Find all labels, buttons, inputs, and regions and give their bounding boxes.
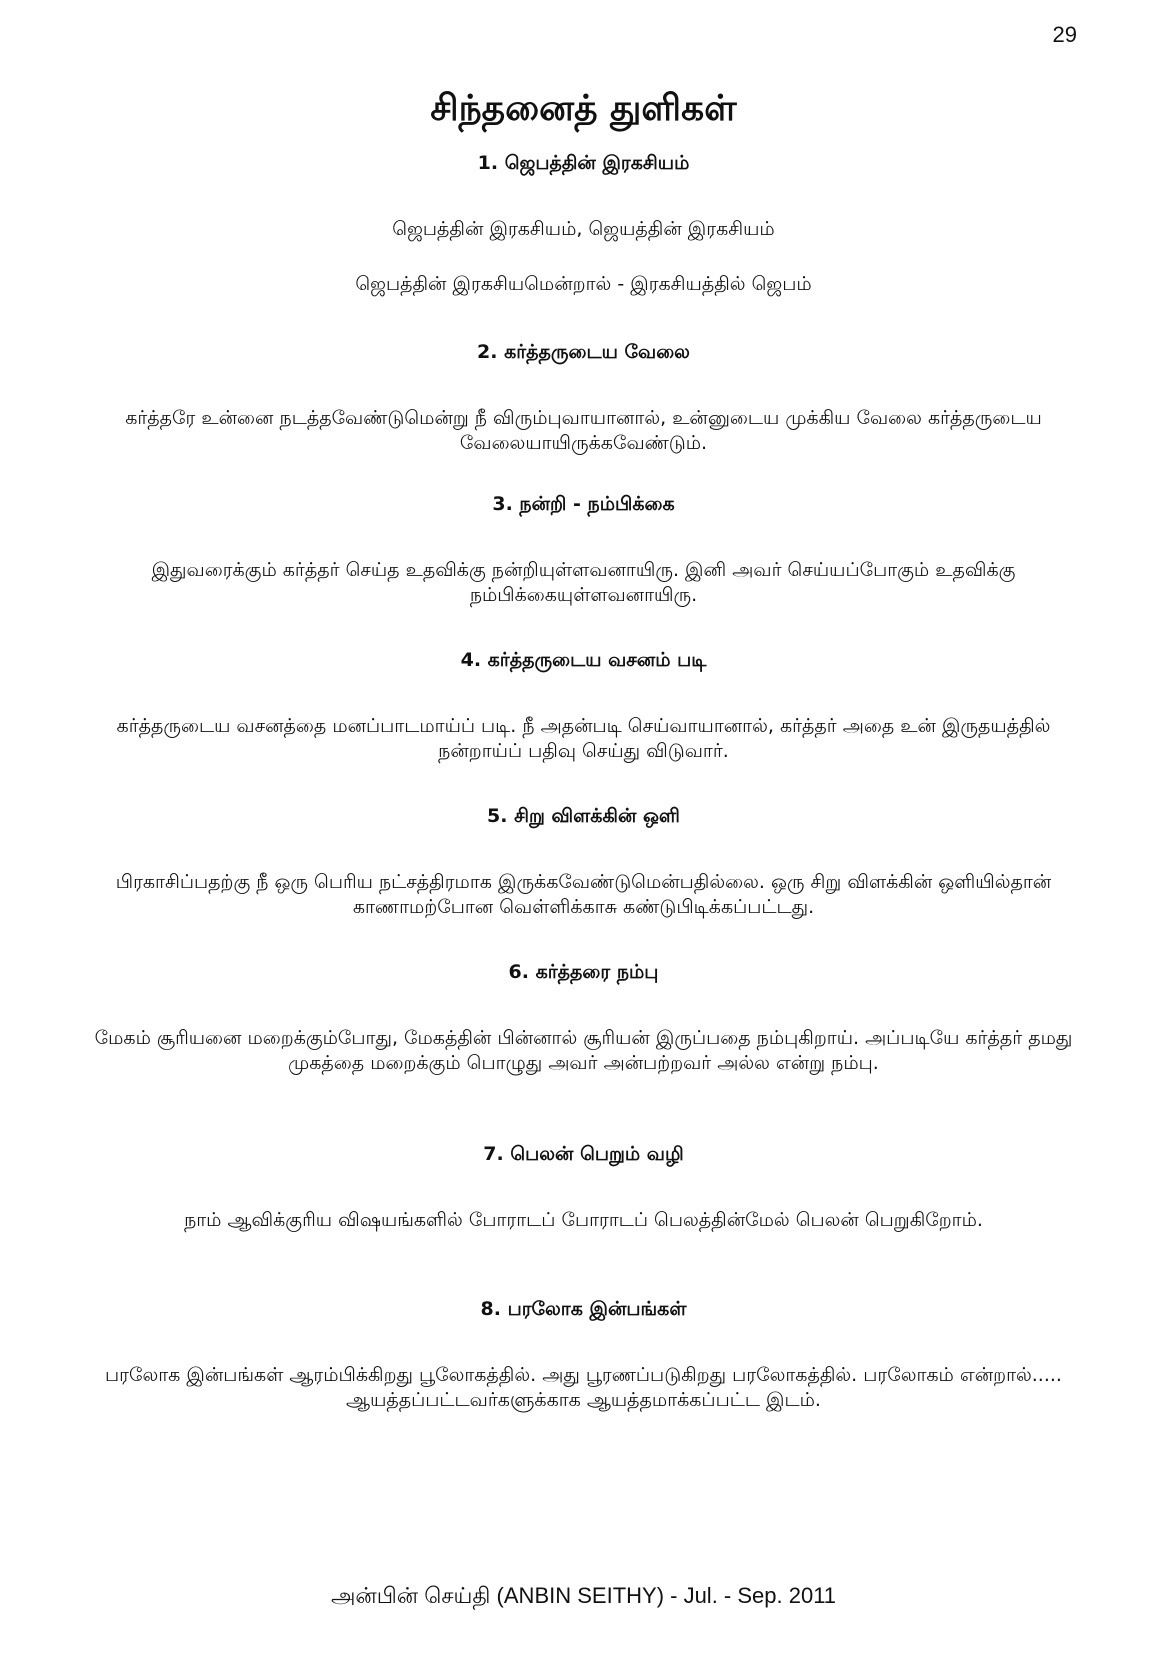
section-paragraph: கர்த்தருடைய வசனத்தை மனப்பாடமாய்ப் படி. நீ அதன்படி செய்வாயானால், கர்த்தர் அதை உன் இருதயத்தில் நன்றாய்ப் பதிவு செய்து விடுவார். [116, 715, 1051, 762]
section-heading: 3. நன்றி - நம்பிக்கை [492, 493, 675, 515]
section-2 [80, 341, 1087, 486]
section-heading: 7. பெலன் பெறும் வழி [483, 1143, 684, 1165]
section-5 [80, 805, 1087, 950]
section-paragraph: நாம் ஆவிக்குரிய விஷயங்களில் போராடப் போராடப் பெலத்தின்மேல் பெலன் பெறுகிறோம். [184, 1209, 983, 1231]
section-paragraph: இதுவரைக்கும் கர்த்தர் செய்த உதவிக்கு நன்றியுள்ளவனாயிரு. இனி அவர் செய்யப்போகும் உதவிக்கு நம்பிக்கையுள்ளவனாயிரு. [151, 559, 1016, 606]
section-7 [80, 1143, 1087, 1263]
section-paragraph: மேகம் சூரியனை மறைக்கும்போது, மேகத்தின் பின்னால் சூரியன் இருப்பதை நம்புகிறாய். அப்படியே கர்த்தர் தமது முகத்தை மறைக்கும் பொழுது அவர் அன்பற்றவர் அல்ல என்று நம்பு. [94, 1027, 1073, 1074]
section-3 [80, 493, 1087, 638]
section-paragraph: ஜெபத்தின் இரகசியமென்றால் - இரகசியத்தில் ஜெபம் [355, 273, 812, 295]
footer: அன்பின் செய்தி (ANBIN SEITHY) - Jul. - Sep. 2011 [330, 1583, 837, 1608]
section-paragraph: ஜெபத்தின் இரகசியம், ஜெயத்தின் இரகசியம் [392, 218, 775, 240]
section-heading: 8. பரலோக இன்பங்கள் [480, 1298, 687, 1320]
section-heading: 6. கர்த்தரை நம்பு [508, 961, 659, 983]
section-heading: 2. கர்த்தருடைய வேலை [477, 341, 690, 363]
section-paragraph: பரலோக இன்பங்கள் ஆரம்பிக்கிறது பூலோகத்தில். அது பூரணப்படுகிறது பரலோகத்தில். பரலோகம் என்றால்..... ஆயத்தப்பட்டவர்களுக்காக ஆயத்தமாக்கப்பட்ட இடம். [105, 1364, 1062, 1411]
section-heading: 1. ஜெபத்தின் இரகசியம் [477, 152, 690, 174]
page-number: 29 [1052, 22, 1077, 47]
page-title: சிந்தனைத் துளிகள் [430, 88, 737, 129]
section-6 [80, 961, 1087, 1106]
section-paragraph: பிரகாசிப்பதற்கு நீ ஒரு பெரிய நட்சத்திரமாக இருக்கவேண்டுமென்பதில்லை. ஒரு சிறு விளக்கின் ஒளியில்தான் காணாமற்போன வெள்ளிக்காசு கண்டுபிடிக்கப்பட்டது. [115, 871, 1052, 918]
section-8 [80, 1298, 1087, 1443]
section-heading: 5. சிறு விளக்கின் ஒளி [487, 805, 680, 827]
section-heading: 4. கர்த்தருடைய வசனம் படி [460, 649, 707, 671]
section-4 [80, 649, 1087, 794]
section-paragraph: கர்த்தரே உன்னை நடத்தவேண்டுமென்று நீ விரும்புவாயானால், உன்னுடைய முக்கிய வேலை கர்த்தருடைய வேலையாயிருக்கவேண்டும். [125, 407, 1042, 454]
section-1 [80, 152, 1087, 327]
